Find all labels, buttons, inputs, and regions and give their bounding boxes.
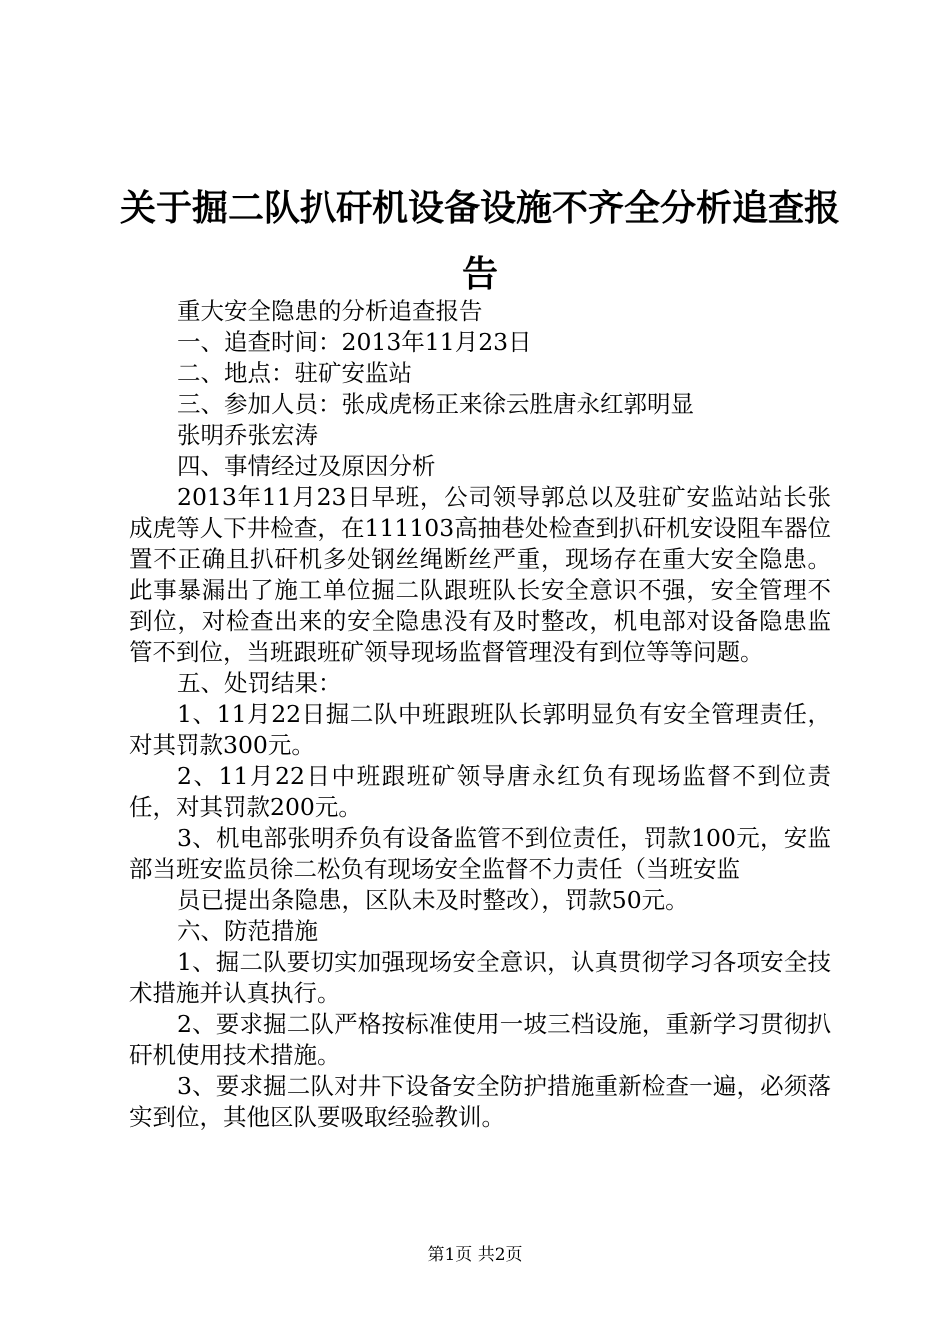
paragraph-penalty-3-cont: 员已提出条隐患，区队未及时整改），罚款50元。 [177, 886, 689, 914]
paragraph-penalty-3: 3、机电部张明乔负有设备监管不到位责任，罚款100元，安监部当班安监员徐二松负有现场安全监督不力责任（当班安监 [129, 824, 831, 883]
paragraph-section-6-heading: 六、防范措施 [177, 917, 318, 945]
document-title: 关于掘二队扒矸机设备设施不齐全分析追查报告 [119, 188, 840, 295]
paragraph-participants-cont: 张明乔张宏涛 [177, 421, 318, 449]
paragraph-penalty-2: 2、11月22日中班跟班矿领导唐永红负有现场监督不到位责任，对其罚款200元。 [129, 762, 831, 821]
paragraph-location: 二、地点：驻矿安监站 [177, 359, 412, 387]
paragraph-section-5-heading: 五、处罚结果： [177, 669, 342, 697]
paragraph-time: 一、追查时间：2013年11月23日 [177, 328, 532, 356]
paragraph-participants: 三、参加人员：张成虎杨正来徐云胜唐永红郭明显 [177, 390, 694, 418]
paragraph-measure-1: 1、掘二队要切实加强现场安全意识，认真贯彻学习各项安全技术措施并认真执行。 [129, 948, 831, 1007]
paragraph-penalty-1: 1、11月22日掘二队中班跟班队长郭明显负有安全管理责任，对其罚款300元。 [129, 700, 831, 759]
page-footer: 第1页 共2页 [427, 1245, 523, 1265]
document-body [129, 296, 831, 1133]
paragraph-incident-description: 2013年11月23日早班，公司领导郭总以及驻矿安监站站长张成虎等人下井检查，在111103高抽巷处检查到扒矸机安设阻车器位置不正确且扒矸机多处钢丝绳断丝严重，现场存在重大安全隐患。此事暴漏出了施工单位掘二队跟班队长安全意识不强，安全管理不到位，对检查出来的安全隐患没有及时整改，机电部对设备隐患监管不到位，当班跟班矿领导现场监督管理没有到位等等问题。 [129, 483, 831, 666]
paragraph-measure-3: 3、要求掘二队对井下设备安全防护措施重新检查一遍，必须落实到位，其他区队要吸取经验教训。 [129, 1072, 831, 1131]
paragraph-report-heading: 重大安全隐患的分析追查报告 [177, 297, 483, 325]
paragraph-section-4-heading: 四、事情经过及原因分析 [177, 452, 436, 480]
paragraph-measure-2: 2、要求掘二队严格按标准使用一坡三档设施，重新学习贯彻扒矸机使用技术措施。 [129, 1010, 831, 1069]
